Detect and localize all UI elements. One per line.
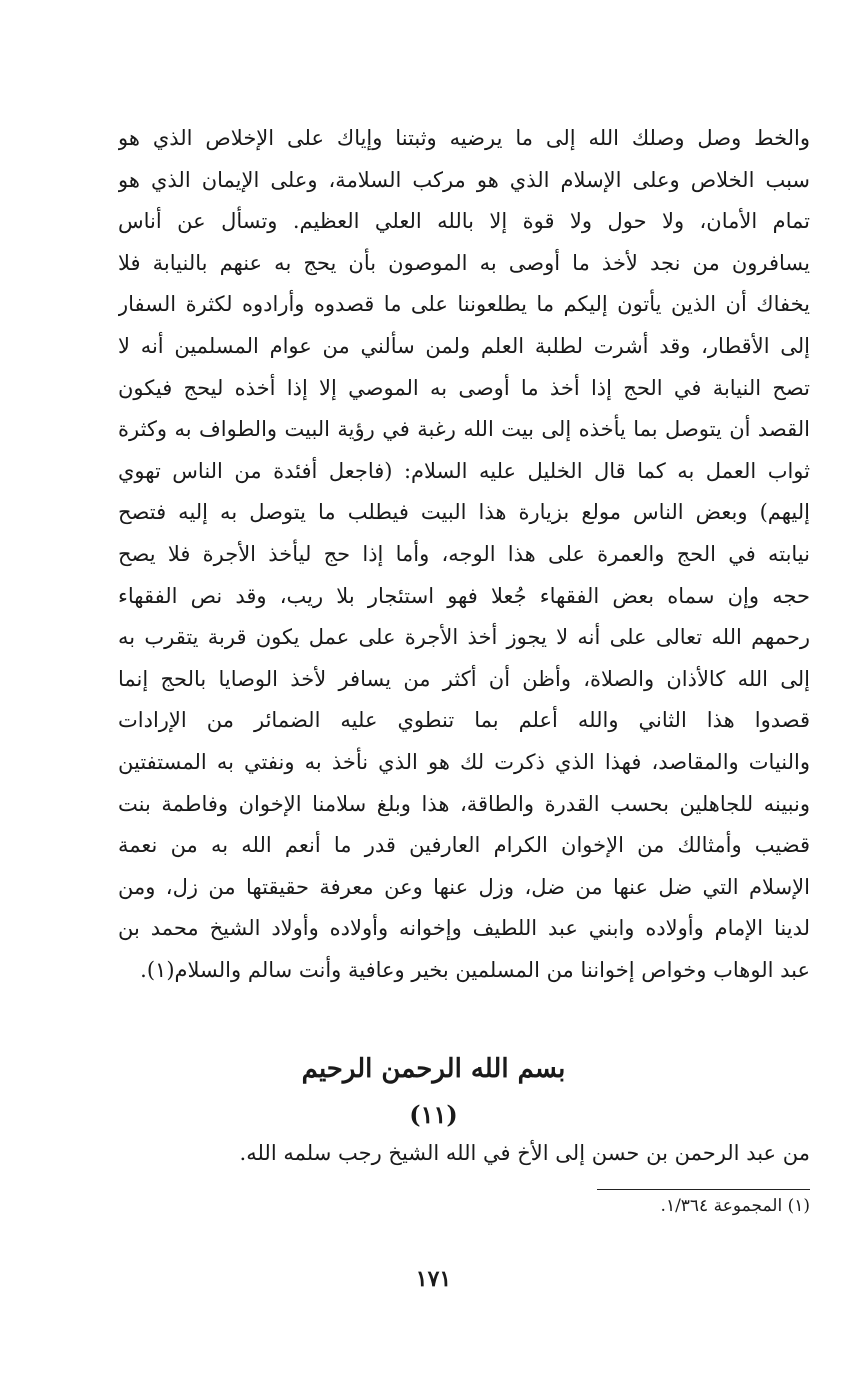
body-line: إلى الله كالأذان والصلاة، وأظن أن أكثر من يسافر لأخذ الوصايا بالحج إنما [118, 666, 810, 691]
footnote-divider [597, 1189, 810, 1190]
body-line: إلى الأقطار، وقد أشرت لطلبة العلم ولمن سألني من عوام المسلمين أنه لا [118, 333, 810, 358]
basmala-heading: بسم الله الرحمن الرحيم [301, 1054, 566, 1084]
body-line: سبب الخلاص وعلى الإسلام الذي هو مركب السلامة، وعلى الإيمان الذي هو [118, 167, 810, 192]
body-line: القصد أن يتوصل بما يأخذه إلى بيت الله رغبة في رؤية البيت والطواف به وكثرة [118, 417, 810, 442]
body-line: نيابته في الحج والعمرة على هذا الوجه، وأما إذا حج ليأخذ الأجرة فلا يصح [118, 541, 810, 566]
body-line: تمام الأمان، ولا حول ولا قوة إلا بالله العلي العظيم. وتسأل عن أناس [118, 209, 810, 234]
body-line: يسافرون من نجد لأخذ ما أوصى به الموصون بأن يحج به عنهم بالنيابة فلا [118, 250, 810, 275]
body-line: ونبينه للجاهلين بحسب القدرة والطاقة، هذا وبلغ سلامنا الإخوان وفاطمة بنت [118, 791, 810, 816]
body-line: حجه وإن سماه بعض الفقهاء جُعلا فهو استئجار بلا ريب، وقد نص الفقهاء [118, 583, 810, 608]
body-line: والخط وصل وصلك الله إلى ما يرضيه وثبتنا وإياك على الإخلاص الذي هو [118, 126, 810, 150]
body-line: قصدوا هذا الثاني والله أعلم بما تنطوي عليه الضمائر من الإرادات [118, 708, 810, 733]
letter-number: (١١) [409, 1100, 458, 1129]
letter-body-text [118, 118, 810, 991]
body-line: تصح النيابة في الحج إذا أخذ ما أوصى به الموصي إلا إذا أخذه ليحج فيكون [118, 375, 810, 400]
body-line: عبد الوهاب وخواص إخواننا من المسلمين بخير وعافية وأنت سالم والسلام(١). [140, 957, 810, 982]
body-line: يخفاك أن الذين يأتون إليكم ما يطلعوننا على ما قصدوه وأرادوه لكثرة السفار [118, 292, 810, 317]
body-line: الإسلام التي ضل عنها من ضل، وزل عنها وعن معرفة حقيقتها من زل، ومن [118, 874, 810, 899]
body-line: ثواب العمل به كما قال الخليل عليه السلام: (فاجعل أفئدة من الناس تهوي [118, 458, 810, 483]
body-line: إليهم) وبعض الناس مولع بزيارة هذا البيت فيطلب ما يتوصل به إليه فتصح [118, 500, 810, 525]
letter-header: من عبد الرحمن بن حسن إلى الأخ في الله الشيخ رجب سلمه الله. [239, 1141, 810, 1165]
footnote: (١) المجموعة ١/٣٦٤. [660, 1196, 810, 1216]
body-line: والنيات والمقاصد، فهذا الذي ذكرت لك هو الذي نأخذ به ونفتي به المستفتين [118, 749, 810, 774]
page-number: ١٧١ [415, 1266, 452, 1292]
body-line: لدينا الإمام وأولاده وابني عبد اللطيف وإخوانه وأولاده وأولاد الشيخ محمد بن [118, 916, 810, 941]
body-line: رحمهم الله تعالى على أنه لا يجوز أخذ الأجرة على عمل يكون قربة يتقرب به [118, 625, 810, 650]
body-line: قضيب وأمثالك من الإخوان الكرام العارفين قدر ما أنعم الله به من نعمة [118, 833, 810, 858]
